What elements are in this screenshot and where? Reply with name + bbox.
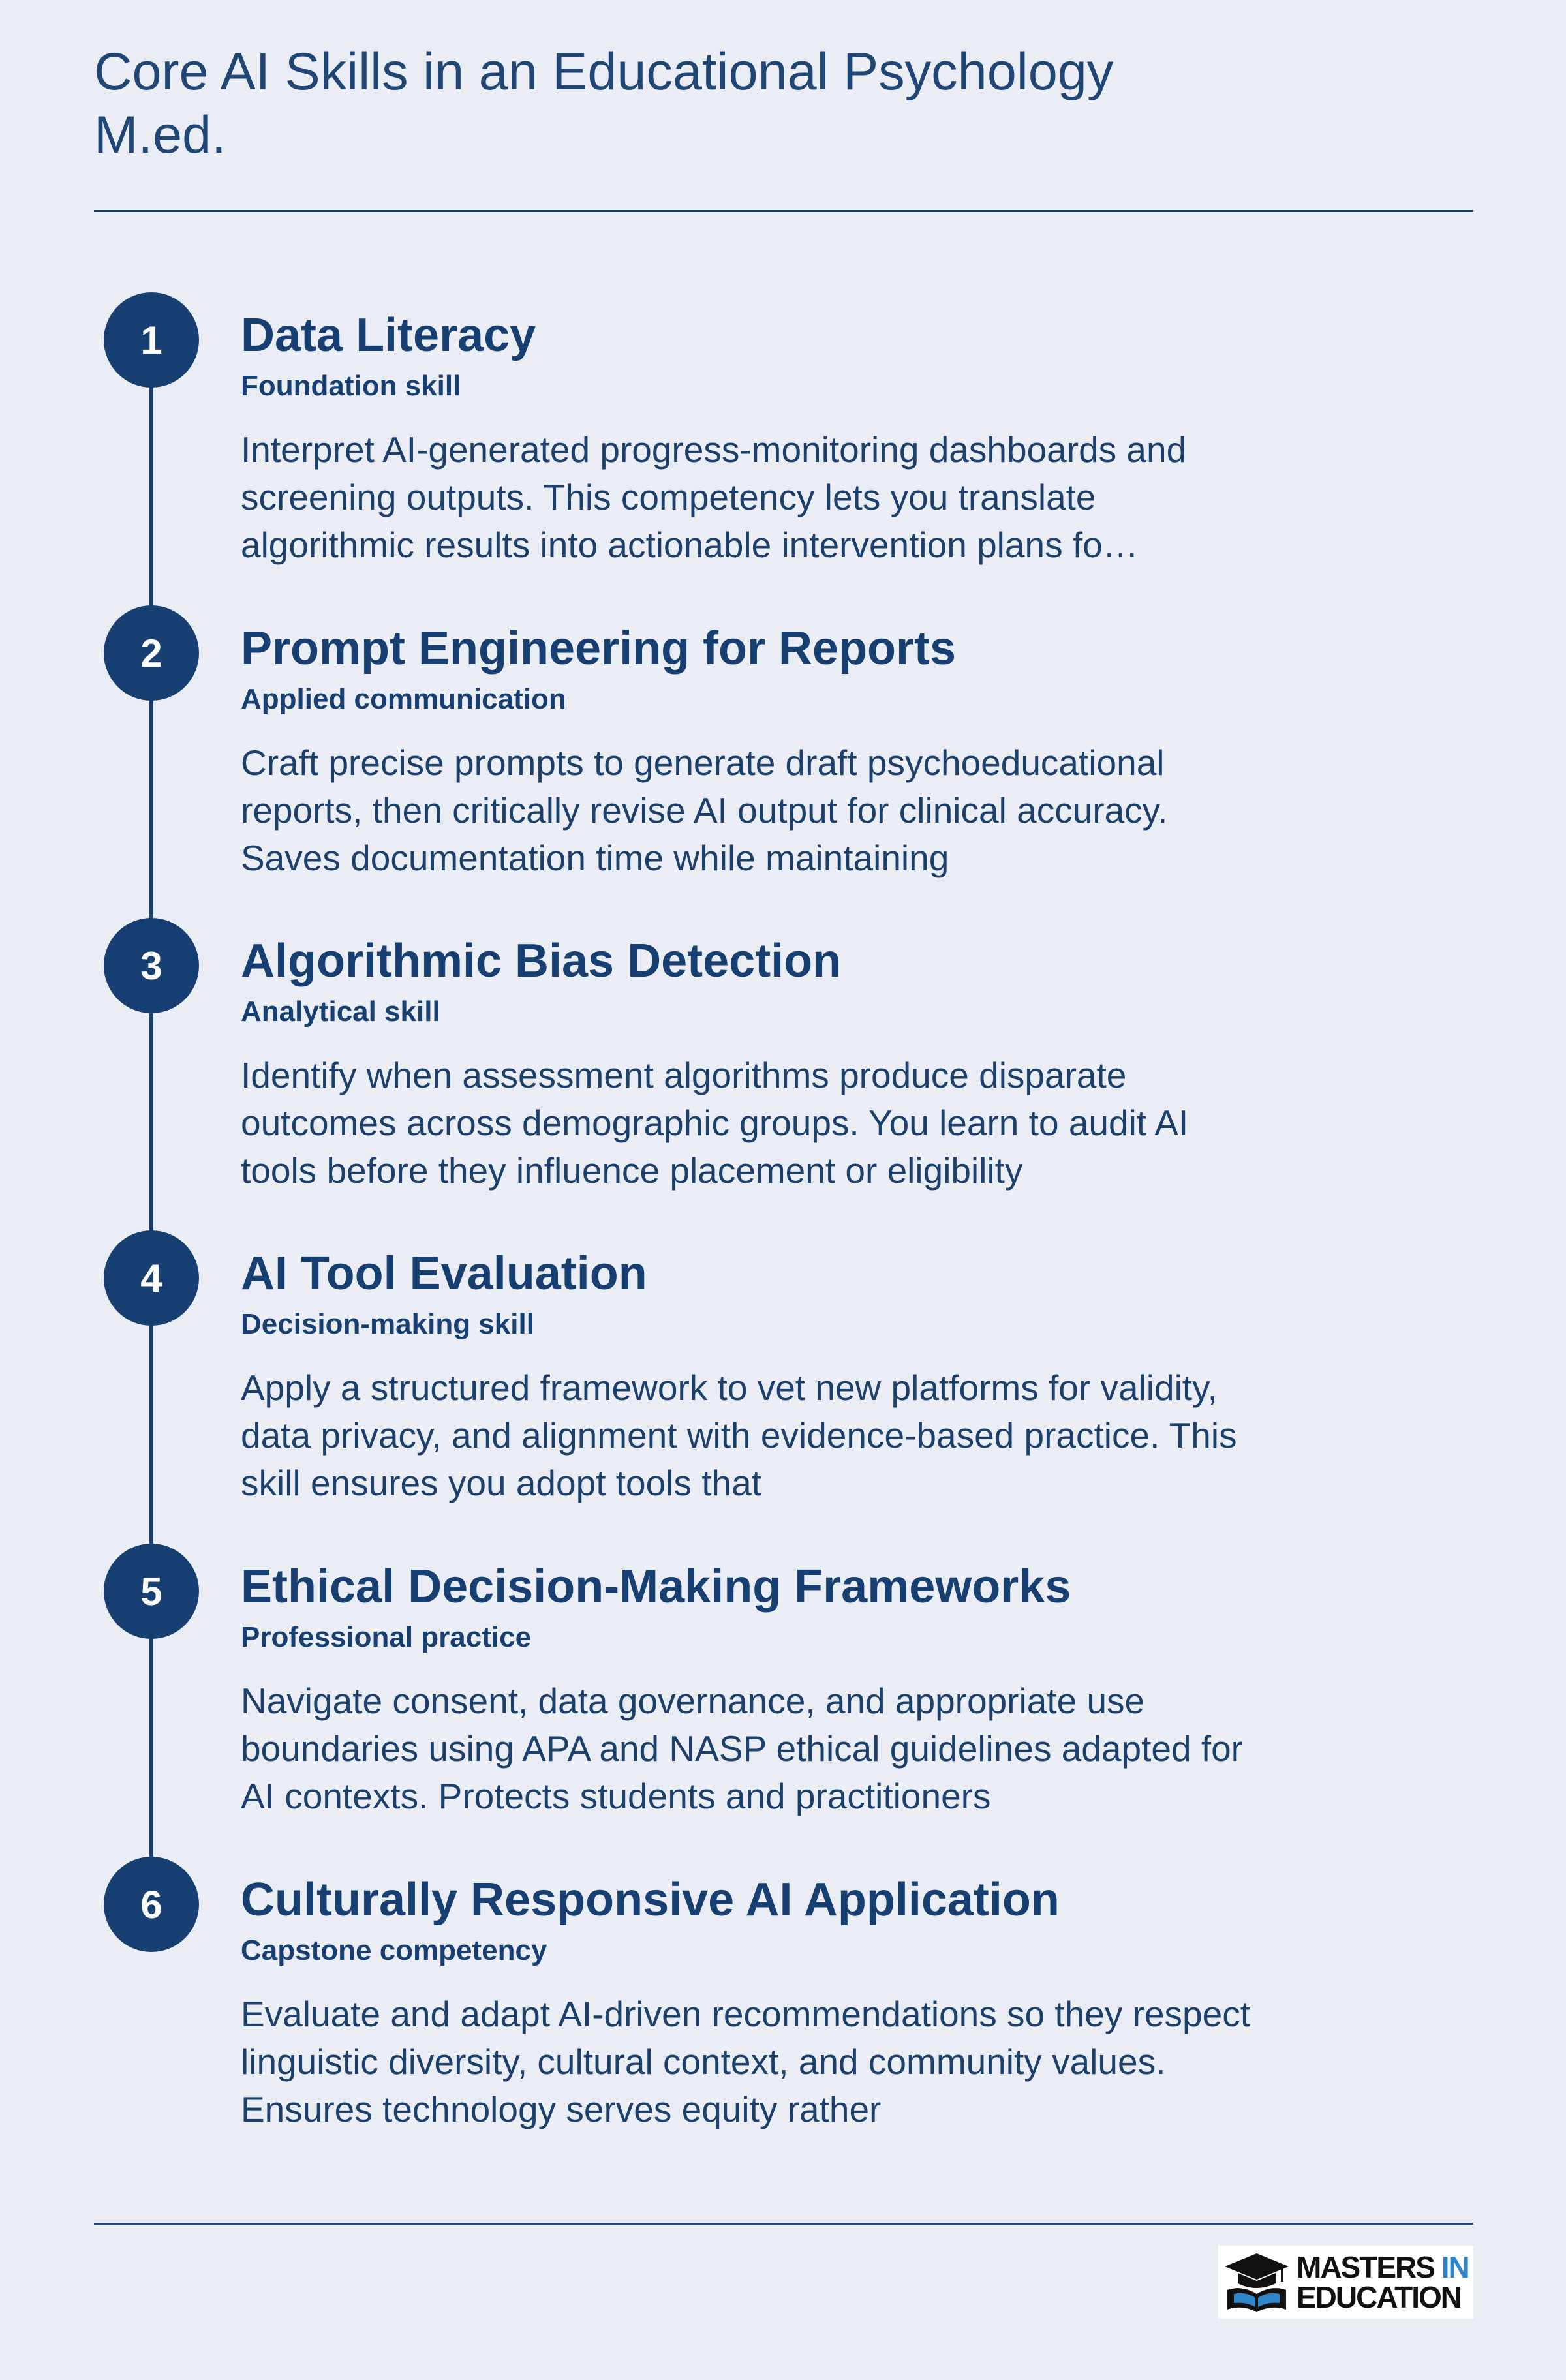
step-title: AI Tool Evaluation: [241, 1247, 647, 1300]
logo-line-1: [1297, 2252, 1469, 2282]
step-number-badge: 3: [104, 918, 199, 1013]
step-description: Navigate consent, data governance, and appropriate use boundaries using APA and NASP ethical guidelines adapted for AI contexts. Protects students and practitioners: [241, 1681, 1243, 1816]
timeline-connector: [149, 339, 153, 1905]
step-number-badge: 2: [104, 605, 199, 701]
step-title: Ethical Decision-Making Frameworks: [241, 1561, 1071, 1613]
logo-word-in: IN: [1441, 2250, 1469, 2284]
header-divider: [94, 210, 1473, 212]
step-description: Craft precise prompts to generate draft psychoeducational reports, then critically revise AI output for clinical accuracy. Saves documentation time while maintaining: [241, 742, 1168, 878]
step-subtitle: Professional practice: [241, 1621, 532, 1653]
page-title: Core AI Skills in an Educational Psychology M.ed.: [94, 42, 1114, 165]
step-subtitle: Capstone competency: [241, 1934, 547, 1966]
step-description: Evaluate and adapt AI-driven recommendations so they respect linguistic diversity, cultural context, and community values. Ensures technology serves equity rather: [241, 1994, 1251, 2129]
footer-divider: [94, 2223, 1473, 2225]
step-subtitle: Analytical skill: [241, 996, 440, 1028]
graduation-cap-book-icon: [1221, 2250, 1293, 2315]
step-number-badge: 1: [104, 292, 199, 388]
step-number-badge: 5: [104, 1544, 199, 1639]
step-title: Data Literacy: [241, 309, 536, 361]
step-title: Culturally Responsive AI Application: [241, 1874, 1060, 1926]
logo-word-education: EDUCATION: [1297, 2280, 1462, 2314]
step-subtitle: Foundation skill: [241, 370, 461, 402]
step-title: Prompt Engineering for Reports: [241, 622, 957, 675]
logo-wordmark: [1297, 2252, 1469, 2312]
masters-in-education-logo: [1218, 2246, 1473, 2319]
step-title: Algorithmic Bias Detection: [241, 935, 842, 987]
logo-word-masters: MASTERS: [1297, 2250, 1434, 2284]
step-description: Identify when assessment algorithms produce disparate outcomes across demographic groups. You learn to audit AI tools before they influence placement or eligibility: [241, 1055, 1189, 1191]
step-description: Apply a structured framework to vet new platforms for validity, data privacy, and alignment with evidence-based practice. This skill ensures you adopt tools that: [241, 1367, 1237, 1503]
step-subtitle: Applied communication: [241, 683, 566, 715]
step-subtitle: Decision-making skill: [241, 1308, 534, 1340]
step-description: Interpret AI-generated progress-monitoring dashboards and screening outputs. This competency lets you translate algorithmic results into actionable intervention plans fo…: [241, 429, 1187, 565]
step-number-badge: 6: [104, 1857, 199, 1952]
step-number-badge: 4: [104, 1230, 199, 1326]
